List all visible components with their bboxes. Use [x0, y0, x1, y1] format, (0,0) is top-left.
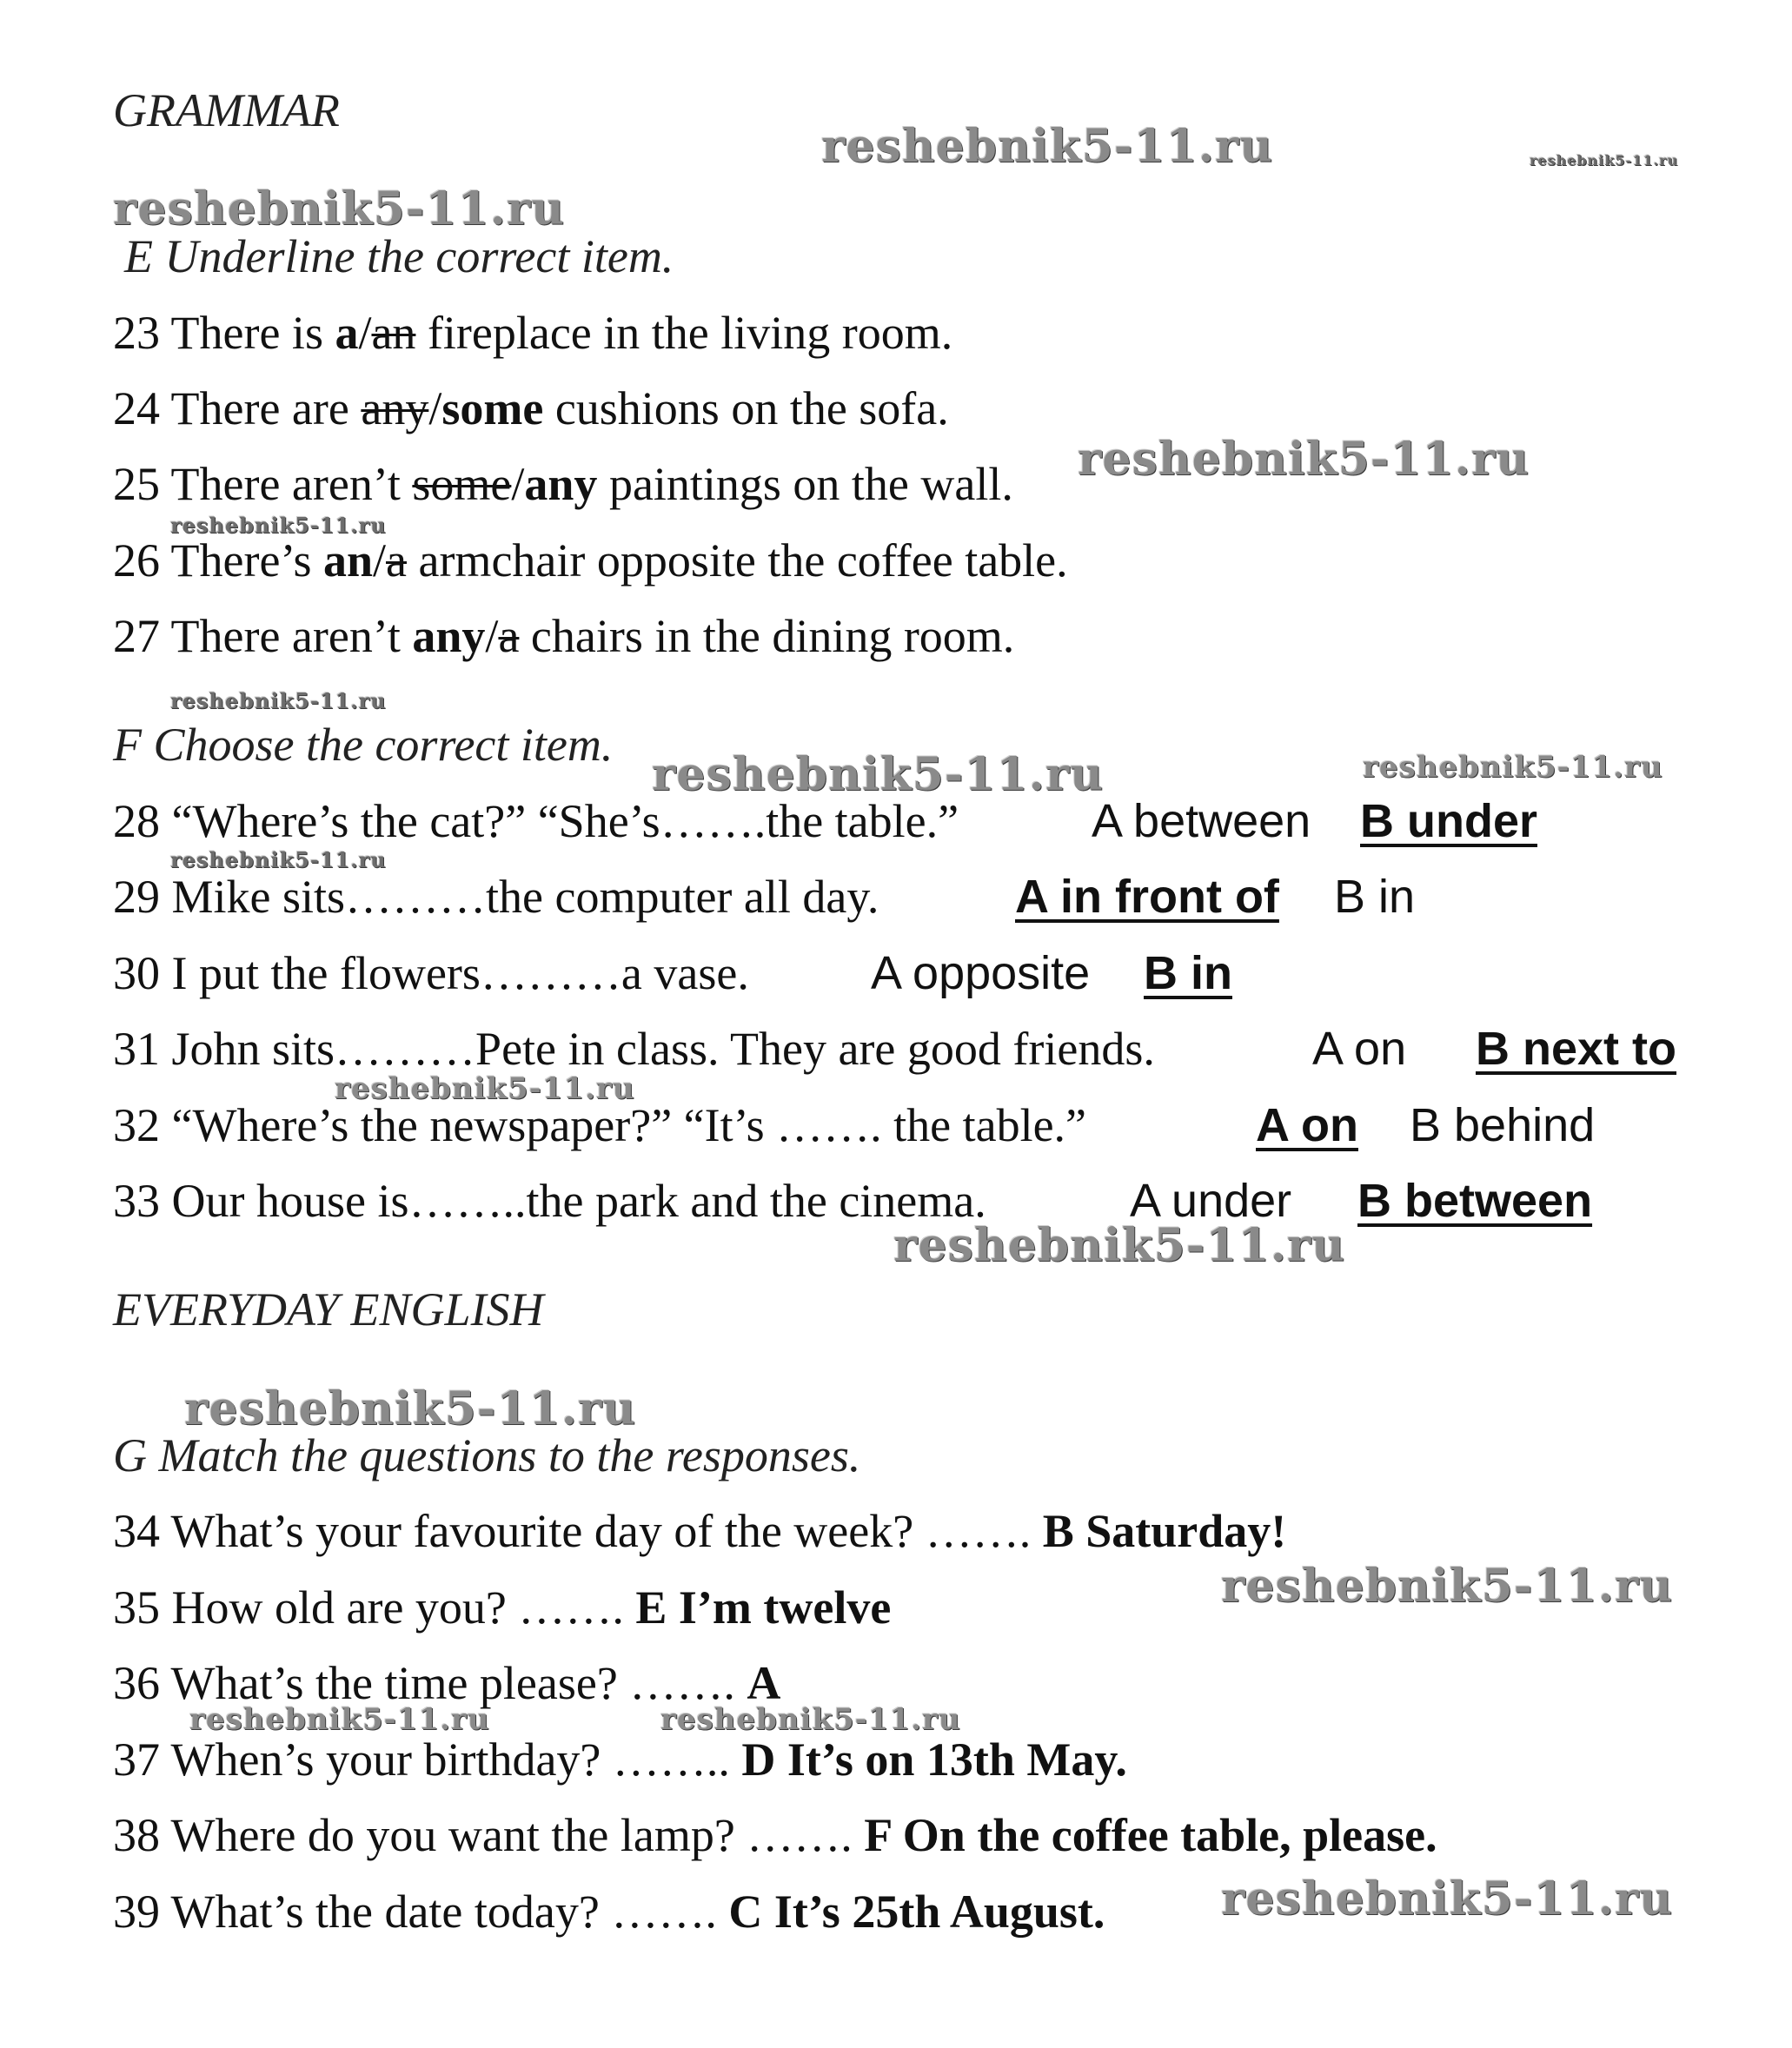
item-number: 23 — [113, 307, 160, 359]
f-item-28-option-b: B under — [1360, 795, 1538, 847]
question-text: 36 What’s the time please? ……. — [113, 1657, 735, 1709]
f-item-28-option-a: A between — [1092, 795, 1311, 847]
watermark: reshebnik5-11.ru — [1363, 750, 1663, 785]
sentence-start: There aren’t — [170, 610, 413, 662]
struck-choice: an — [371, 307, 416, 359]
f-item-31-option-a: A on — [1312, 1023, 1407, 1075]
g-item-37 — [113, 1733, 1127, 1786]
struck-choice: a — [386, 534, 407, 587]
instruction-g: G Match the questions to the responses. — [113, 1429, 861, 1481]
e-item-23 — [113, 307, 953, 359]
sentence-start: There’s — [170, 534, 323, 587]
e-item-27 — [113, 610, 1015, 662]
f-item-33: 33 Our house is……..the park and the cinema. — [113, 1175, 986, 1227]
response-answer: C It’s 25th August. — [728, 1886, 1105, 1938]
instruction-e: E Underline the correct item. — [124, 230, 674, 282]
g-item-35 — [113, 1581, 892, 1634]
g-item-36 — [113, 1657, 781, 1709]
f-item-29: 29 Mike sits………the computer all day. — [113, 871, 879, 923]
question-text: 38 Where do you want the lamp? ……. — [113, 1809, 853, 1861]
correct-choice: an — [322, 534, 373, 587]
f-item-30: 30 I put the flowers………a vase. — [113, 947, 749, 999]
correct-choice: any — [524, 458, 598, 510]
instruction-f: F Choose the correct item. — [113, 719, 614, 771]
sentence-end: cushions on the sofa. — [543, 382, 949, 434]
watermark: reshebnik5-11.ru — [1078, 433, 1530, 486]
watermark: reshebnik5-11.ru — [184, 1382, 637, 1435]
struck-choice: a — [498, 610, 520, 662]
f-item-31-option-b: B next to — [1476, 1023, 1677, 1075]
f-item-30-option-b: B in — [1144, 947, 1232, 999]
f-item-29-option-a: A in front of — [1015, 871, 1279, 923]
everyday-english-heading: EVERYDAY ENGLISH — [113, 1283, 544, 1336]
watermark: reshebnik5-11.ru — [1530, 152, 1679, 169]
watermark: reshebnik5-11.ru — [893, 1219, 1346, 1272]
question-text: 37 When’s your birthday? …….. — [113, 1733, 730, 1786]
f-item-32-option-b: B behind — [1410, 1099, 1596, 1151]
watermark: reshebnik5-11.ru — [170, 513, 387, 538]
watermark: reshebnik5-11.ru — [1221, 1560, 1674, 1613]
response-answer: F On the coffee table, please. — [864, 1809, 1437, 1861]
watermark: reshebnik5-11.ru — [189, 1702, 490, 1737]
watermark: reshebnik5-11.ru — [660, 1702, 961, 1737]
question-text: 35 How old are you? ……. — [113, 1581, 624, 1634]
struck-choice: any — [361, 382, 429, 434]
sentence-end: fireplace in the living room. — [415, 307, 953, 359]
watermark: reshebnik5-11.ru — [170, 847, 387, 872]
f-item-33-option-a: A under — [1130, 1175, 1292, 1227]
question-text: 34 What’s your favourite day of the week? ……. — [113, 1505, 1032, 1557]
response-answer: B Saturday! — [1042, 1505, 1287, 1557]
watermark: reshebnik5-11.ru — [113, 182, 566, 235]
g-item-39 — [113, 1886, 1105, 1938]
correct-choice: a — [335, 307, 359, 359]
sentence-start: There aren’t — [170, 458, 413, 510]
item-number: 24 — [113, 382, 160, 434]
e-item-26 — [113, 534, 1068, 587]
watermark: reshebnik5-11.ru — [821, 120, 1274, 173]
choice-separator: / — [511, 458, 525, 510]
g-item-38 — [113, 1809, 1437, 1861]
grammar-heading: GRAMMAR — [113, 84, 340, 136]
f-item-30-option-a: A opposite — [871, 947, 1091, 999]
f-item-29-option-b: B in — [1334, 871, 1416, 923]
sentence-start: There is — [170, 307, 335, 359]
sentence-end: paintings on the wall. — [597, 458, 1013, 510]
correct-choice: any — [412, 610, 486, 662]
choice-separator: / — [358, 307, 372, 359]
watermark: reshebnik5-11.ru — [652, 748, 1105, 801]
f-item-31: 31 John sits………Pete in class. They are good friends. — [113, 1023, 1155, 1075]
sentence-start: There are — [170, 382, 362, 434]
response-answer: D It’s on 13th May. — [741, 1733, 1127, 1786]
f-item-28: 28 “Where’s the cat?” “She’s…….the table.” — [113, 795, 959, 847]
choice-separator: / — [373, 534, 387, 587]
choice-separator: / — [485, 610, 499, 662]
sentence-end: armchair opposite the coffee table. — [406, 534, 1068, 587]
correct-choice: some — [441, 382, 544, 434]
g-item-34 — [113, 1505, 1287, 1557]
e-item-24 — [113, 382, 949, 434]
response-answer: A — [747, 1657, 781, 1709]
response-answer: E I’m twelve — [635, 1581, 892, 1634]
item-number: 25 — [113, 458, 160, 510]
e-item-25 — [113, 458, 1013, 510]
watermark: reshebnik5-11.ru — [170, 688, 387, 713]
choice-separator: / — [428, 382, 442, 434]
question-text: 39 What’s the date today? ……. — [113, 1886, 717, 1938]
f-item-32-option-a: A on — [1256, 1099, 1358, 1151]
sentence-end: chairs in the dining room. — [519, 610, 1015, 662]
watermark: reshebnik5-11.ru — [1221, 1872, 1674, 1925]
item-number: 27 — [113, 610, 160, 662]
struck-choice: some — [412, 458, 512, 510]
f-item-33-option-b: B between — [1357, 1175, 1593, 1227]
watermark: reshebnik5-11.ru — [335, 1071, 635, 1106]
item-number: 26 — [113, 534, 160, 587]
f-item-32: 32 “Where’s the newspaper?” “It’s ……. the table.” — [113, 1099, 1087, 1151]
